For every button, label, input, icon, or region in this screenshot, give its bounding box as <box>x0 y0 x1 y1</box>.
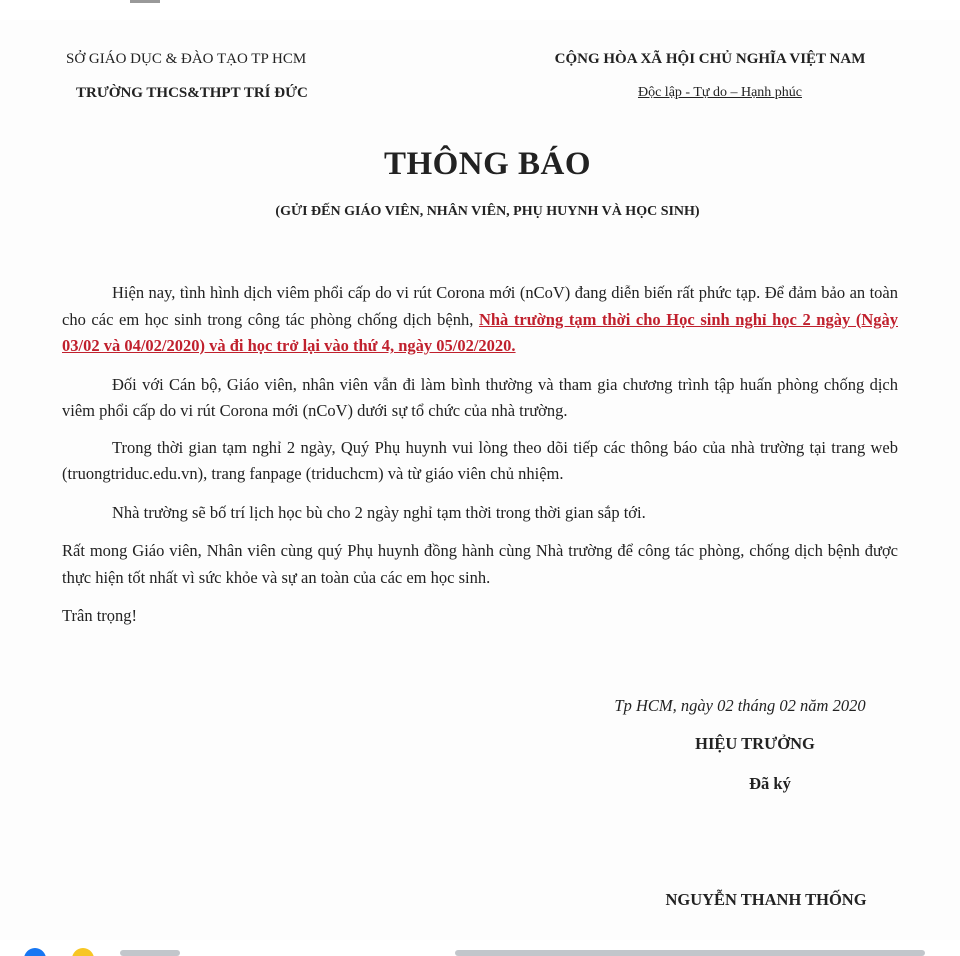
signature-place-date: Tp HCM, ngày 02 tháng 02 năm 2020 <box>614 696 866 715</box>
paragraph-1-highlight: Nhà trường tạm thời cho Học sinh nghỉ học 2 ngày (Ngày 03/02 và 04/02/2020) và đi học trở lại vào thứ 4, ngày 05/02/2020. <box>62 309 899 355</box>
top-mark <box>130 0 160 3</box>
header-right <box>500 42 920 110</box>
paragraph-3: Trong thời gian tạm nghỉ 2 ngày, Quý Phụ huynh vui lòng theo dõi tiếp các thông báo của nhà trường tại trang web (truongtriduc.edu.vn), trang fanpage (triduchcm) và từ giáo viên chủ nhiệm. <box>62 437 898 483</box>
closing-line: Trân trọng! <box>62 606 138 625</box>
document-subtitle: (GỬI ĐẾN GIÁO VIÊN, NHÂN VIÊN, PHỤ HUYNH VÀ HỌC SINH) <box>275 204 700 219</box>
bottom-strip <box>0 940 960 956</box>
signature-signed: Đã ký <box>749 774 791 793</box>
document-body <box>62 280 898 630</box>
signature-position: HIỆU TRƯỞNG <box>695 734 815 753</box>
department-name: SỞ GIÁO DỤC & ĐÀO TẠO TP HCM <box>66 51 307 67</box>
school-name: TRƯỜNG THCS&THPT TRÍ ĐỨC <box>76 85 308 101</box>
paragraph-1 <box>62 280 898 360</box>
document-title: THÔNG BÁO <box>383 146 592 182</box>
paragraph-4: Nhà trường sẽ bố trí lịch học bù cho 2 ngày nghỉ tạm thời trong thời gian sắp tới. <box>112 502 646 522</box>
national-motto: Độc lập - Tự do – Hạnh phúc <box>637 85 802 100</box>
header-left <box>60 42 380 110</box>
paragraph-1-text: Hiện nay, tình hình dịch viêm phổi cấp do vi rút Corona mới (nCoV) đang diễn biến rất phức tạp. Để đảm bảo an toàn cho các em học sinh trong công tác phòng chống dịch bệnh, <box>62 283 898 329</box>
like-reaction-icon[interactable] <box>24 948 46 956</box>
comment-share-placeholder <box>455 950 925 956</box>
reaction-count-placeholder <box>120 950 180 956</box>
country-name: CỘNG HÒA XÃ HỘI CHỦ NGHĨA VIỆT NAM <box>554 51 866 67</box>
signature-name: NGUYỄN THANH THỐNG <box>665 890 867 909</box>
paragraph-5: Rất mong Giáo viên, Nhân viên cùng quý Phụ huynh đồng hành cùng Nhà trường để công tác phòng, chống dịch bệnh được thực hiện tốt nhất vì sức khỏe và sự an toàn của các em học sinh. <box>62 541 898 587</box>
haha-reaction-icon[interactable] <box>72 948 94 956</box>
top-strip <box>0 0 960 20</box>
paragraph-2: Đối với Cán bộ, Giáo viên, nhân viên vẫn đi làm bình thường và tham gia chương trình tập huấn phòng chống dịch viêm phổi cấp do vi rút Corona mới (nCoV) dưới sự tổ chức của nhà trường. <box>62 374 898 420</box>
document-page <box>0 20 960 940</box>
